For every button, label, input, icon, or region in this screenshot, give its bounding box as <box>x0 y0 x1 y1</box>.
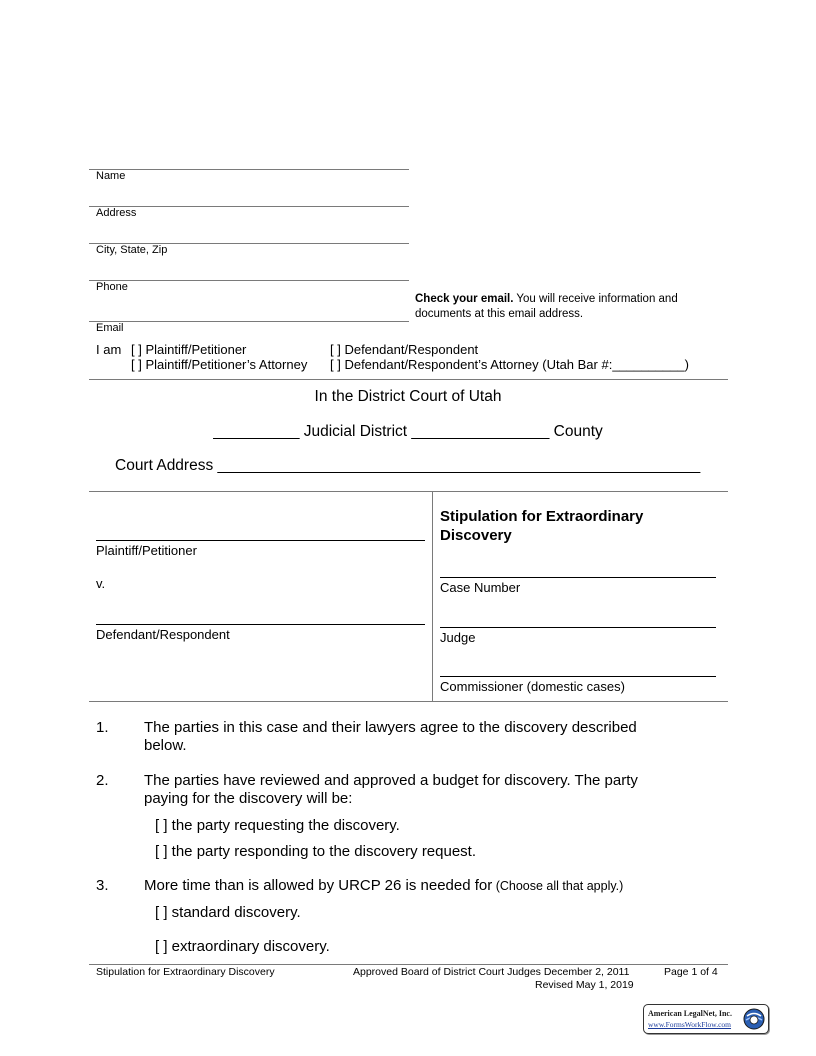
role-plaintiff-checkbox[interactable]: [ ] Plaintiff/Petitioner <box>131 342 247 357</box>
court-title: In the District Court of Utah <box>314 388 502 405</box>
globe-icon <box>743 1008 765 1030</box>
option-responding-checkbox[interactable]: [ ] the party responding to the discovery request. <box>155 843 477 860</box>
caption-top-divider <box>89 491 728 492</box>
item-2-text-line1: The parties have reviewed and approved a budget for discovery. The party <box>144 772 638 789</box>
name-label: Name <box>96 170 126 182</box>
city-label: City, State, Zip <box>96 244 168 256</box>
email-note <box>415 293 678 305</box>
item-3-main-text: More time than is allowed by URCP 26 is needed for <box>144 877 493 894</box>
item-3-number: 3. <box>96 877 109 894</box>
role-defendant-checkbox[interactable]: [ ] Defendant/Respondent <box>330 342 479 357</box>
document-title-line2: Discovery <box>440 527 512 544</box>
item-1-text-line1: The parties in this case and their lawyers agree to the discovery described <box>144 719 637 736</box>
address-label: Address <box>96 207 137 219</box>
logo-url[interactable]: www.FormsWorkFlow.com <box>648 1020 732 1029</box>
item-3-note: (Choose all that apply.) <box>492 879 624 893</box>
item-2-number: 2. <box>96 772 109 789</box>
item-2-text-line2: paying for the discovery will be: <box>144 790 353 807</box>
email-label: Email <box>96 322 124 334</box>
defendant-label: Defendant/Respondent <box>96 627 230 642</box>
role-defendant-attorney-checkbox[interactable]: [ ] Defendant/Respondent’s Attorney (Utah Bar #:__________) <box>330 357 689 372</box>
plaintiff-label: Plaintiff/Petitioner <box>96 543 197 558</box>
caption-vertical-divider <box>432 492 433 701</box>
email-note-bold: Check your email. <box>415 293 514 305</box>
caption-bottom-divider <box>89 701 728 702</box>
footer-form-title: Stipulation for Extraordinary Discovery <box>96 966 275 978</box>
phone-label: Phone <box>96 281 128 293</box>
legalnet-logo[interactable] <box>643 1004 769 1034</box>
email-note-rest: You will receive information and <box>513 293 678 305</box>
case-number-line[interactable] <box>440 577 716 578</box>
court-address-line[interactable]: Court Address ________________________________________________________ <box>115 457 701 474</box>
email-note-line2: documents at this email address. <box>415 308 584 320</box>
judge-label: Judge <box>440 630 476 645</box>
plaintiff-line[interactable] <box>96 540 425 541</box>
option-requesting-checkbox[interactable]: [ ] the party requesting the discovery. <box>155 817 400 834</box>
footer-divider <box>89 964 728 965</box>
court-district-line[interactable]: __________ Judicial District ________________ County <box>213 423 603 440</box>
logo-company: American LegalNet, Inc. <box>648 1009 732 1018</box>
name-line <box>89 169 409 170</box>
item-1-number: 1. <box>96 719 109 736</box>
address-line <box>89 206 409 207</box>
item-1-text-line2: below. <box>144 737 187 754</box>
option-extraordinary-checkbox[interactable]: [ ] extraordinary discovery. <box>155 938 330 955</box>
document-title-line1: Stipulation for Extraordinary <box>440 508 644 525</box>
commissioner-label: Commissioner (domestic cases) <box>440 679 625 694</box>
commissioner-line[interactable] <box>440 676 716 677</box>
role-plaintiff-attorney-checkbox[interactable]: [ ] Plaintiff/Petitioner’s Attorney <box>131 357 308 372</box>
versus-label: v. <box>96 576 106 591</box>
footer-revised: Revised May 1, 2019 <box>535 979 634 991</box>
judge-line[interactable] <box>440 627 716 628</box>
case-number-label: Case Number <box>440 580 521 595</box>
header-divider <box>89 379 728 380</box>
option-standard-checkbox[interactable]: [ ] standard discovery. <box>155 904 301 921</box>
footer-approved: Approved Board of District Court Judges December 2, 2011 <box>353 966 630 978</box>
item-3-text-line1 <box>144 877 623 894</box>
footer-page: Page 1 of 4 <box>664 966 718 978</box>
i-am-label: I am <box>96 342 122 357</box>
defendant-line[interactable] <box>96 624 425 625</box>
phone-line <box>89 280 409 281</box>
email-line <box>89 321 409 322</box>
